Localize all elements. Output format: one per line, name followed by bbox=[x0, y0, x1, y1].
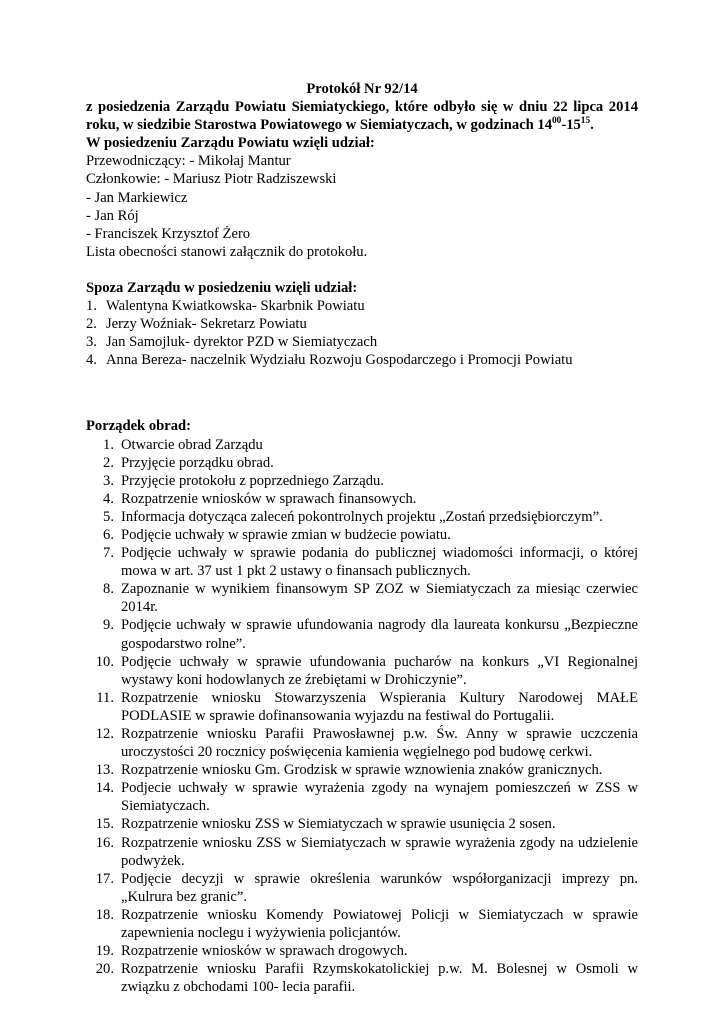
guest-list-item: Anna Bereza- naczelnik Wydziału Rozwoju Gospodarczego i Promocji Powiatu bbox=[106, 352, 573, 369]
guest-list-item: Walentyna Kwiatkowska- Skarbnik Powiatu bbox=[106, 298, 365, 315]
attendance-lines bbox=[86, 152, 638, 261]
agenda-list-item: Rozpatrzenie wniosku Parafii Prawosławnej p.w. Św. Anny w sprawie uczczenia uroczystości 20 rocznicy poświęcenia kamienia węgielnego pod budowę cerkwi. bbox=[121, 726, 638, 761]
agenda-list-item: Podjęcie decyzji w sprawie określenia warunków współorganizacji imprezy pn. „Kulrura bez granic”. bbox=[121, 870, 638, 905]
attendance-section bbox=[86, 134, 638, 261]
hours-end-superscript: 15 bbox=[580, 116, 591, 127]
agenda-list-item: Rozpatrzenie wniosku Gm. Grodzisk w sprawie wznowienia znaków granicznych. bbox=[121, 762, 603, 779]
guest-list-item: Jan Samojluk- dyrektor PZD w Siemiatyczach bbox=[106, 334, 378, 351]
hours-start-superscript: 00 bbox=[552, 116, 562, 127]
agenda-list-item: Podjęcie uchwały w sprawie ufundowania pucharów na konkurs „VI Regionalnej wystawy koni hodowlanych ze źrebiętami w Drohiczynie”. bbox=[121, 653, 638, 688]
guest-list-item: Jerzy Woźniak- Sekretarz Powiatu bbox=[106, 316, 307, 333]
hours-separator: -15 bbox=[561, 117, 581, 134]
agenda-list-item: Przyjęcie porządku obrad. bbox=[121, 454, 274, 471]
agenda-heading: Porządek obrad: bbox=[86, 418, 191, 435]
intro-period: . bbox=[590, 117, 594, 134]
agenda-list-item: Przyjęcie protokołu z poprzedniego Zarządu. bbox=[121, 472, 384, 489]
agenda-list-item: Rozpatrzenie wniosku Parafii Rzymskokatolickiej p.w. M. Bolesnej w Osmoli w związku z obchodami 100- lecia parafii. bbox=[121, 961, 638, 996]
intro-text: z posiedzenia Zarządu Powiatu Siemiatyckiego, które odbyło się w dniu 22 lipca 2014 roku, w siedzibie Starostwa Powiatowego w Siemiatyczach, w godzinach 14 bbox=[86, 99, 638, 134]
intro-paragraph bbox=[86, 98, 638, 134]
agenda-list-item: Rozpatrzenie wniosków w sprawach drogowych. bbox=[121, 943, 408, 960]
guests-section bbox=[86, 279, 638, 369]
agenda-list-item: Zapoznanie w wynikiem finansowym SP ZOZ w Siemiatyczach za miesiąc czerwiec 2014r. bbox=[121, 581, 638, 616]
attendance-line: - Jan Rój bbox=[86, 207, 139, 224]
agenda-list-item: Informacja dotycząca zaleceń pokontrolnych projektu „Zostań przedsiębiorczym”. bbox=[121, 508, 603, 525]
guest-list bbox=[86, 297, 638, 369]
attendance-line: Członkowie: - Mariusz Piotr Radziszewski bbox=[86, 171, 337, 188]
attendance-line: - Franciszek Krzysztof Żero bbox=[86, 225, 251, 242]
agenda-list-item: Podjecie uchwały w sprawie wyrażenia zgody na wynajem pomieszczeń w ZSS w Siemiatyczach. bbox=[121, 780, 638, 815]
agenda-list-item: Otwarcie obrad Zarządu bbox=[121, 436, 263, 453]
agenda-list bbox=[86, 436, 638, 997]
agenda-list-item: Rozpatrzenie wniosku ZSS w Siemiatyczach w sprawie wyrażenia zgody na udzielenie podwyżek. bbox=[121, 834, 638, 869]
agenda-list-item: Rozpatrzenie wniosku Stowarzyszenia Wspierania Kultury Narodowej MAŁE PODLASIE w sprawie dofinansowania wyjazdu na festiwal do Portugalii. bbox=[121, 689, 638, 724]
document-title: Protokół Nr 92/14 bbox=[306, 81, 418, 97]
agenda-list-item: Podjęcie uchwały w sprawie ufundowania nagrody dla laureata konkursu „Bezpieczne gospodarstwo rolne”. bbox=[121, 617, 638, 652]
agenda-list-item: Podjęcie uchwały w sprawie zmian w budżecie powiatu. bbox=[121, 526, 451, 543]
agenda-section bbox=[86, 417, 638, 996]
agenda-list-item: Rozpatrzenie wniosku Komendy Powiatowej Policji w Siemiatyczach w sprawie zapewnienia noclegu i wyżywienia policjantów. bbox=[121, 906, 638, 942]
attendance-line: Lista obecności stanowi załącznik do protokołu. bbox=[86, 243, 368, 260]
agenda-list-item: Podjęcie uchwały w sprawie podania do publicznej wiadomości informacji, o której mowa w art. 37 ust 1 pkt 2 ustawy o finansach publicznych. bbox=[121, 545, 638, 580]
agenda-list-item: Rozpatrzenie wniosków w sprawach finansowych. bbox=[121, 490, 417, 507]
agenda-list-item: Rozpatrzenie wniosku ZSS w Siemiatyczach w sprawie usunięcia 2 sosen. bbox=[121, 816, 556, 833]
guests-heading: Spoza Zarządu w posiedzeniu wzięli udział: bbox=[86, 279, 358, 296]
attendance-heading: W posiedzeniu Zarządu Powiatu wzięli udział: bbox=[86, 135, 375, 152]
attendance-line: Przewodniczący: - Mikołaj Mantur bbox=[86, 153, 291, 170]
attendance-line: - Jan Markiewicz bbox=[86, 189, 188, 206]
